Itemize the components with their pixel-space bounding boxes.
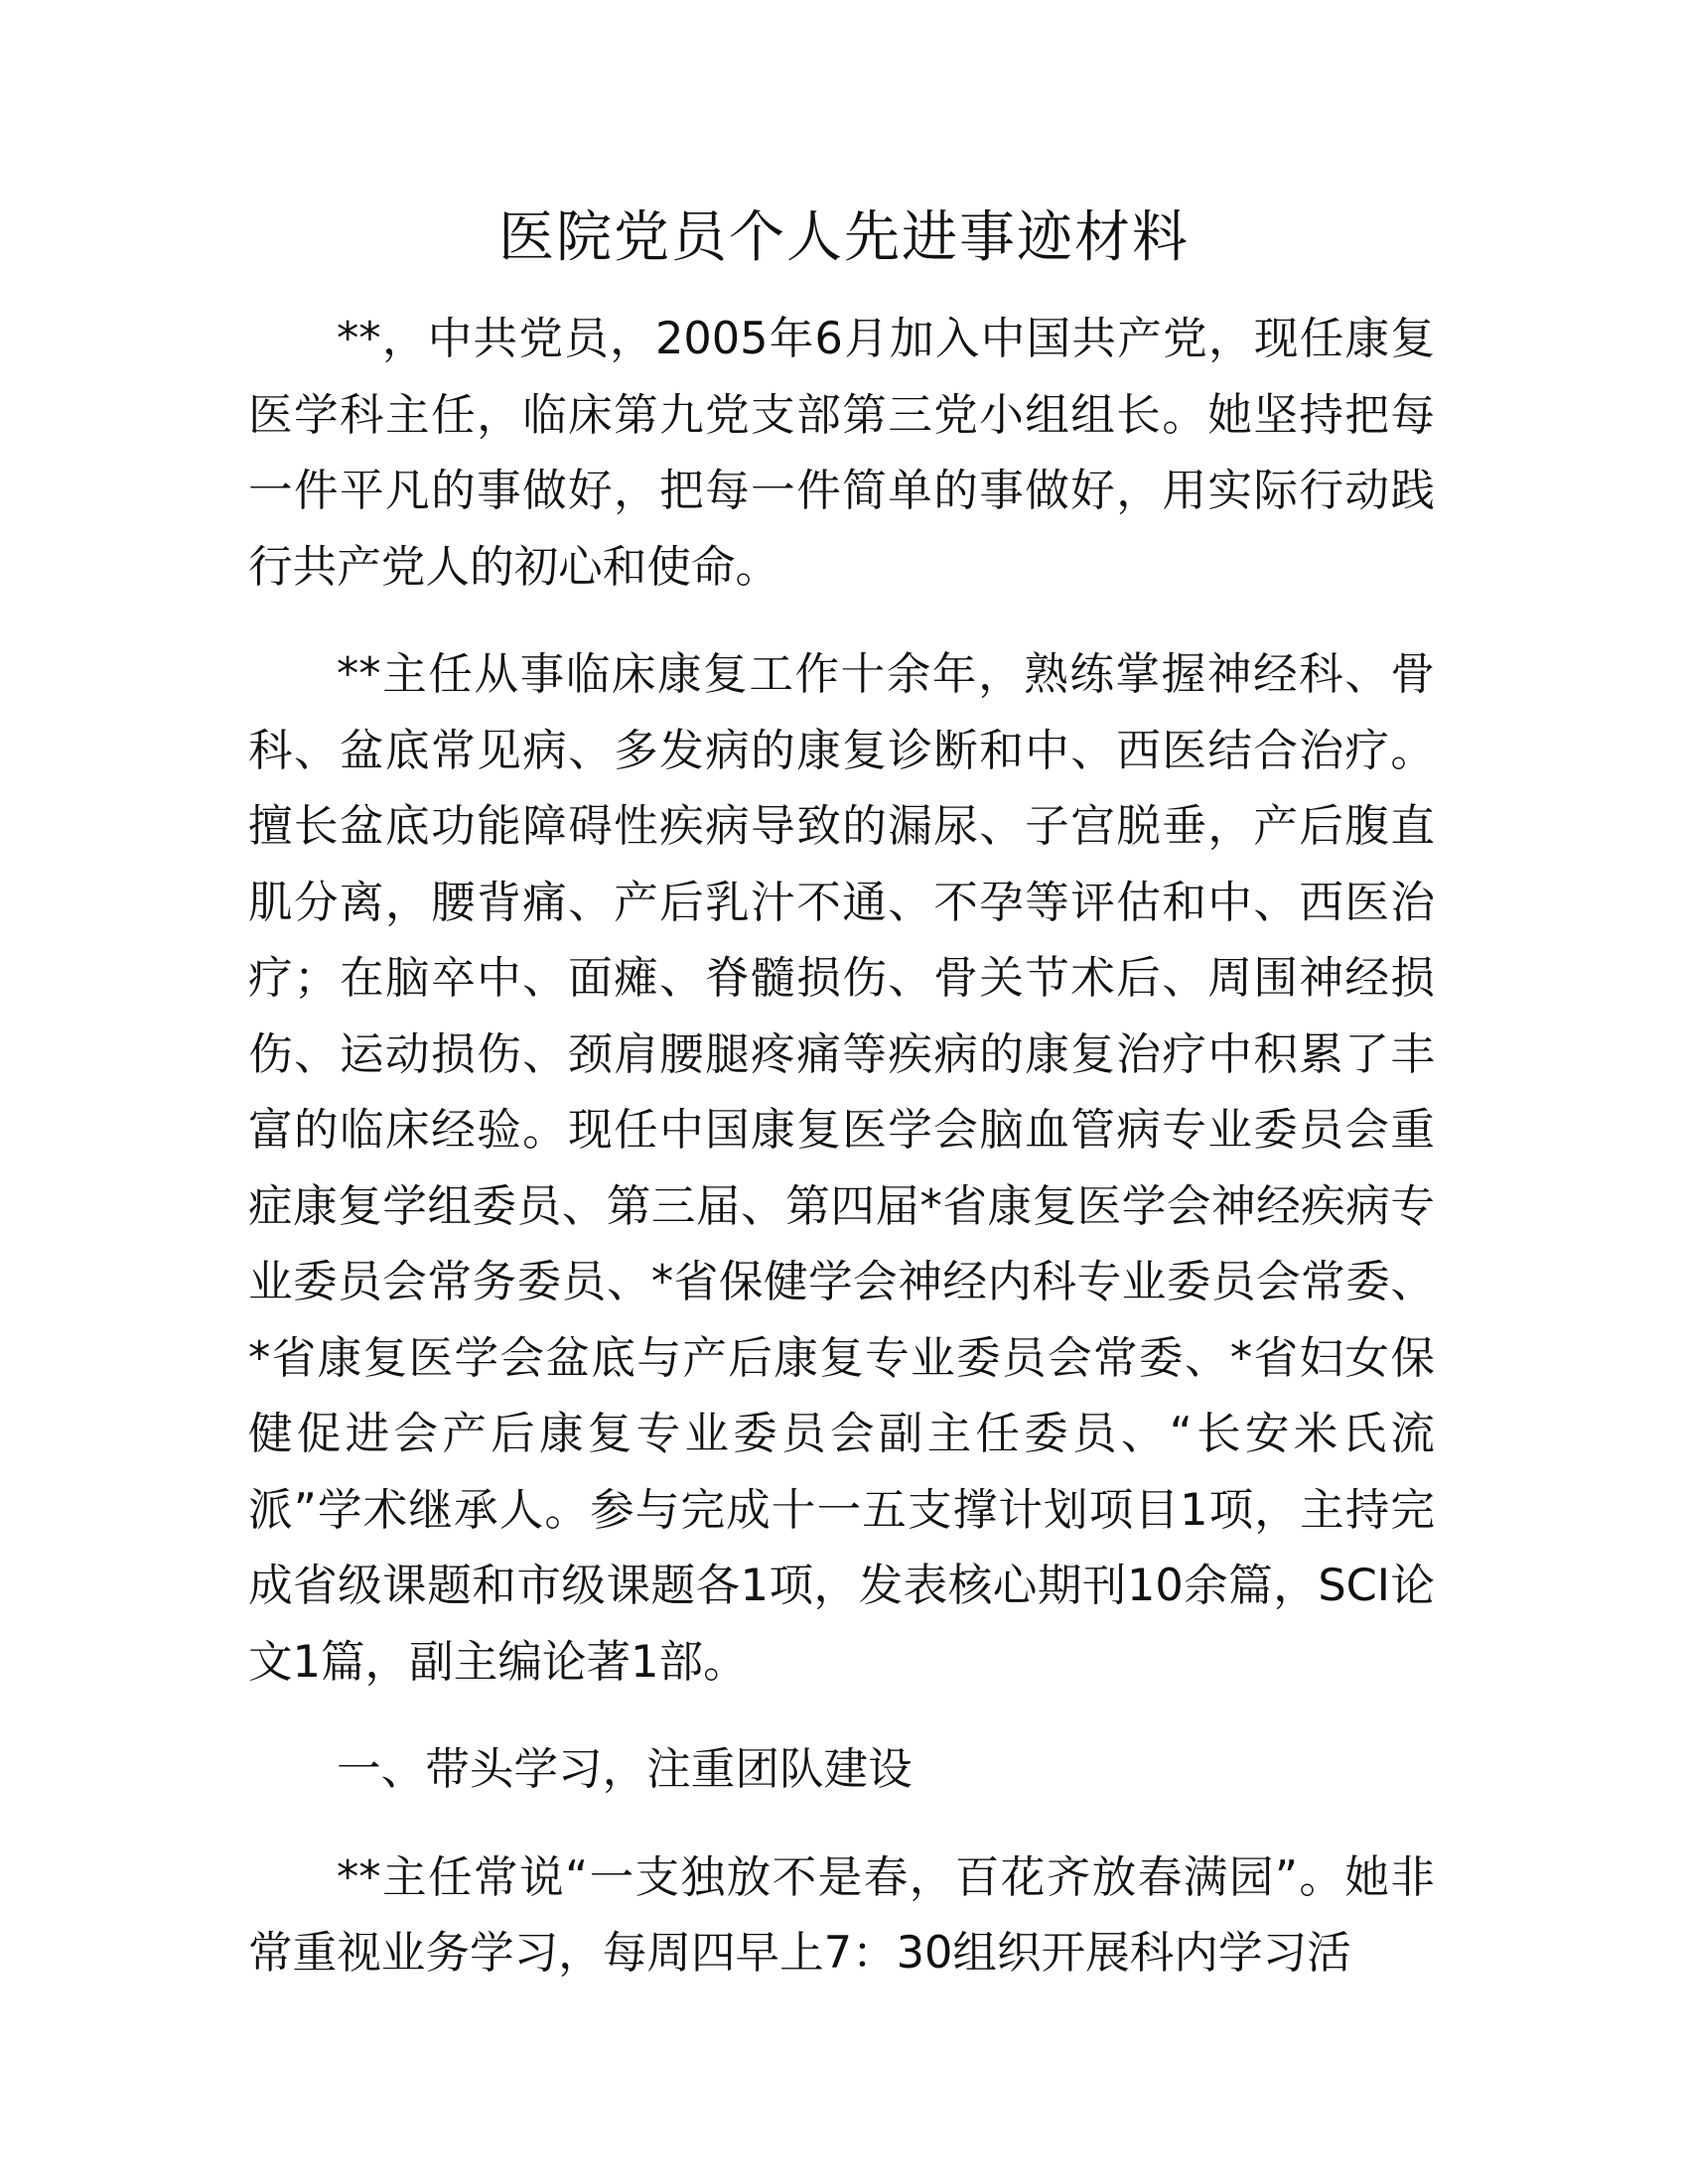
paragraph-section-1: **主任常说“一支独放不是春，百花齐放春满园”。她非常重视业务学习，每周四早上7：30组织开展科内学习活 bbox=[248, 1850, 1435, 1979]
document-title: 医院党员个人先进事迹材料 bbox=[498, 205, 1190, 270]
section-heading-1: 一、带头学习，注重团队建设 bbox=[337, 1743, 913, 1795]
document-body bbox=[248, 301, 1435, 1991]
paragraph-intro: **，中共党员，2005年6月加入中国共产党，现任康复医学科主任，临床第九党支部第三党小组组长。她坚持把每一件平凡的事做好，把每一件简单的事做好，用实际行动践行共产党人的初心和使命。 bbox=[248, 313, 1435, 593]
paragraph-profile: **主任从事临床康复工作十余年，熟练掌握神经科、骨科、盆底常见病、多发病的康复诊断和中、西医结合治疗。擅长盆底功能障碍性疾病导致的漏尿、子宫脱垂，产后腹直肌分离，腰背痛、产后乳汁不通、不孕等评估和中、西医治疗；在脑卒中、面瘫、脊髓损伤、骨关节术后、周围神经损伤、运动损伤、颈肩腰腿疼痛等疾病的康复治疗中积累了丰富的临床经验。现任中国康复医学会脑血管病专业委员会重症康复学组委员、第三届、第四届*省康复医学会神经疾病专业委员会常务委员、*省保健学会神经内科专业委员会常委、*省康复医学会盆底与产后康复专业委员会常委、*省妇女保健促进会产后康复专业委员会副主任委员、“长安米氏流派”学术继承人。参与完成十一五支撑计划项目1项，主持完成省级课题和市级课题各1项，发表核心期刊10余篇，SCI论文1篇，副主编论著1部。 bbox=[248, 648, 1435, 1688]
